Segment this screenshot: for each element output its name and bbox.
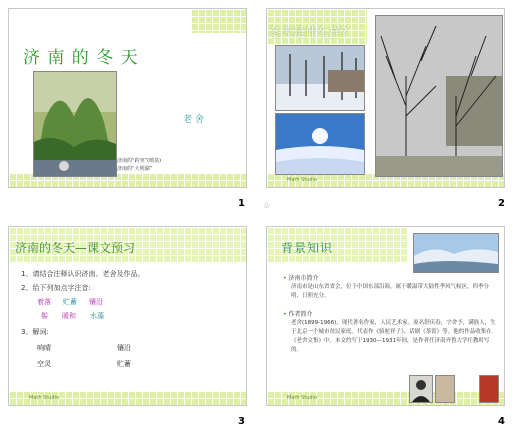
page-marker-icon: ♧ — [263, 201, 271, 210]
slide-1[interactable] — [8, 8, 247, 188]
pron-word: 镶沿 — [89, 298, 103, 306]
author-portrait-photo — [409, 375, 433, 403]
pron-word: 髻 — [41, 312, 48, 320]
vocab-left-2: 空灵 — [37, 360, 51, 368]
item-1: 1、请结合注释认识济南、老舍及作品。 — [21, 270, 145, 278]
item-2: 2、给下列加点字注音: — [21, 284, 91, 292]
paragraph-1: 济南市是山东省省会，位于中国东部沿海，属于暖温带大陆性季风气候区，四季分明，日照充分。 — [291, 284, 490, 299]
winter-street-photo — [275, 45, 365, 111]
footer-text: Math Studio — [287, 177, 318, 183]
snow-field-photo — [275, 113, 365, 175]
photo-caption-1: 济南的“趵突”(喷泉) — [117, 158, 162, 164]
pron-row-2 — [41, 311, 104, 321]
bullet-dot-icon: • — [283, 311, 287, 318]
bullet-2 — [283, 309, 312, 318]
decor-grid-top-right — [191, 9, 246, 33]
book-cover-1-photo — [435, 375, 455, 403]
pron-word: 水藻 — [90, 312, 104, 320]
bullet-1 — [283, 273, 318, 282]
vocab-right-1: 镶沿 — [117, 344, 131, 352]
photo-caption-2: 济南的“大明湖” — [117, 166, 153, 172]
footer-text: Math Studio — [29, 395, 60, 401]
slide-2[interactable] — [266, 8, 505, 188]
slide-title: 背景知识 — [281, 241, 334, 255]
item-3: 3、解词: — [21, 328, 49, 336]
jinan-photo — [33, 71, 117, 177]
vocab-left-1: 响晴 — [37, 344, 51, 352]
jinan-landscape-photo — [413, 233, 499, 273]
vocab-right-2: 贮蓄 — [117, 360, 131, 368]
pron-word: 贮蓄 — [63, 298, 77, 306]
book-cover-2-photo — [479, 375, 499, 403]
slide-title: 济 南 的 冬 天 — [23, 48, 139, 68]
bullet-text: 作者简介 — [288, 311, 313, 318]
bullet-text: 济南市简介 — [288, 275, 319, 282]
page-number-3: 3 — [238, 416, 245, 427]
author-name: 老 舍 — [183, 115, 204, 125]
footer-text: Math Studio — [287, 395, 318, 401]
slide-3[interactable] — [8, 226, 247, 406]
pron-word: 着落 — [37, 298, 51, 306]
page-number-1: 1 — [238, 198, 245, 209]
slide-4[interactable] — [266, 226, 505, 406]
bullet-dot-icon: • — [283, 275, 287, 282]
slide-title: 济南的冬天—课文预习 — [15, 241, 136, 255]
pron-word: 暖和 — [62, 312, 76, 320]
pron-row-1 — [37, 297, 103, 307]
winter-trees-photo — [375, 15, 503, 177]
slide-title: 冬天是什么样? — [269, 25, 348, 39]
page-number-4: 4 — [498, 416, 505, 427]
page-number-2: 2 — [498, 198, 505, 209]
paragraph-2: 老舍(1899-1966)，现代著名作家，人民艺术家。原名舒庆春，字舍予，满族人，生于北京一个城市贫民家庭。代表作《骆驼祥子》、话剧《茶馆》等。他的作品收集在《老舍文集》中。本文约写于1930—1931年间，是作者任济南齐鲁大学任教时写的。 — [291, 320, 496, 353]
